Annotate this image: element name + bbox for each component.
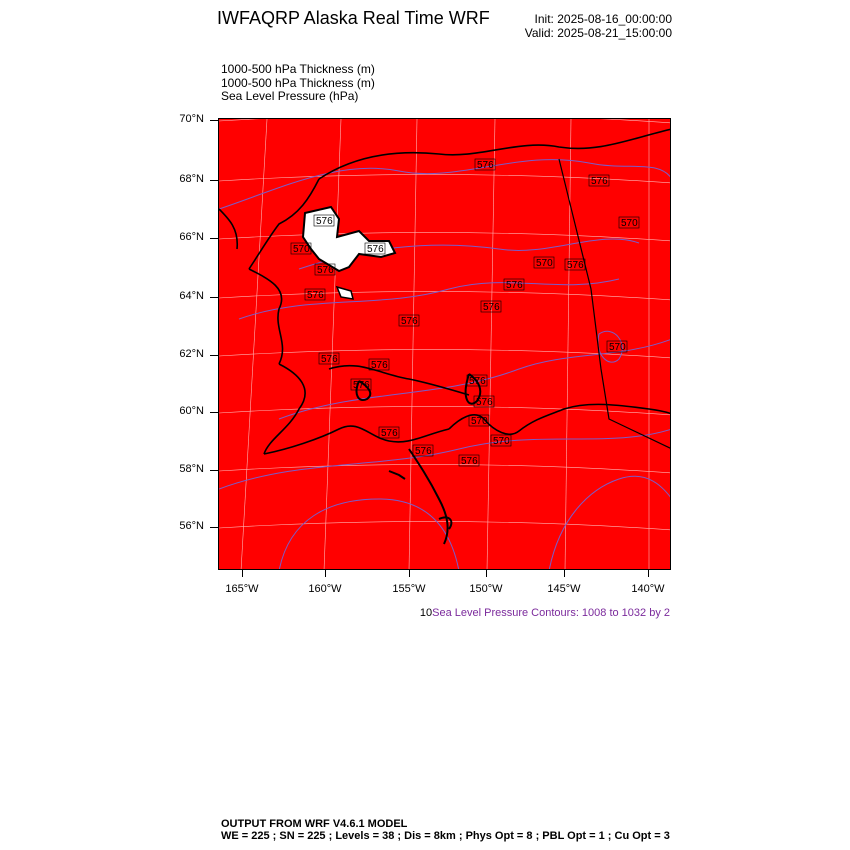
run-times: [525, 12, 672, 40]
svg-text:576: 576: [506, 280, 523, 291]
contour-label: [491, 435, 511, 447]
lon-label-155: 155°W: [392, 583, 426, 595]
lon-label-150: 150°W: [469, 583, 503, 595]
svg-text:576: 576: [461, 456, 478, 467]
contour-label: [589, 175, 609, 187]
valid-time: Valid: 2025-08-21_15:00:00: [524, 26, 672, 40]
contour-label: [534, 257, 554, 269]
svg-text:576: 576: [483, 302, 500, 313]
contour-label: [305, 289, 325, 301]
contour-label: [619, 217, 639, 229]
contour-label: [319, 353, 339, 365]
svg-text:570: 570: [293, 244, 310, 255]
svg-text:570: 570: [536, 258, 553, 269]
field-list: [221, 63, 375, 104]
svg-text:576: 576: [381, 428, 398, 439]
contour-label: [469, 415, 489, 427]
svg-text:576: 576: [307, 290, 324, 301]
lat-label-66: 66°N: [179, 231, 204, 243]
svg-text:576: 576: [591, 176, 608, 187]
lat-label-58: 58°N: [179, 463, 204, 475]
svg-text:576: 576: [401, 316, 418, 327]
svg-text:570: 570: [621, 218, 638, 229]
field-thickness-2: 1000-500 hPa Thickness (m): [221, 75, 375, 90]
footer-model: OUTPUT FROM WRF V4.6.1 MODEL: [221, 818, 408, 830]
lat-label-56: 56°N: [179, 520, 204, 532]
svg-text:576: 576: [316, 216, 333, 227]
map-title: IWFAQRP Alaska Real Time WRF: [217, 8, 490, 28]
slp-legend: [420, 607, 670, 619]
svg-text:576: 576: [321, 354, 338, 365]
slp-number: 10: [419, 607, 433, 619]
lat-label-62: 62°N: [179, 348, 204, 360]
contour-label: [413, 445, 433, 457]
thickness-labels: [291, 159, 639, 467]
lon-label-165: 165°W: [225, 583, 259, 595]
contour-label: [365, 243, 385, 255]
svg-text:576: 576: [367, 244, 384, 255]
svg-text:570: 570: [471, 416, 488, 427]
contour-label: [315, 264, 335, 276]
slp-contours: [219, 160, 671, 570]
contour-label: [459, 455, 479, 467]
init-time: Init: 2025-08-16_00:00:00: [534, 12, 672, 26]
lat-label-68: 68°N: [179, 173, 204, 185]
field-thickness-1: 1000-500 hPa Thickness (m): [221, 62, 375, 76]
contour-label: [607, 341, 627, 353]
map-canvas: [219, 119, 671, 570]
lon-label-140: 140°W: [631, 583, 665, 595]
contour-label: [379, 427, 399, 439]
lat-label-64: 64°N: [179, 290, 204, 302]
contour-label: [369, 359, 389, 371]
contour-label: [291, 243, 311, 255]
contour-label: [565, 259, 585, 271]
contour-label: [399, 315, 419, 327]
contour-label: [467, 375, 487, 387]
contour-label: [351, 379, 371, 391]
svg-text:576: 576: [567, 260, 584, 271]
svg-text:576: 576: [353, 380, 370, 391]
svg-text:570: 570: [493, 436, 510, 447]
contour-label: [314, 215, 334, 227]
footer-config: WE = 225 ; SN = 225 ; Levels = 38 ; Dis = 8km ; Phys Opt = 8 ; PBL Opt = 1 ; Cu Opt = 3: [221, 830, 670, 842]
lon-label-160: 160°W: [308, 583, 342, 595]
contour-label: [504, 279, 524, 291]
model-footer: [221, 818, 670, 842]
lat-label-70: 70°N: [179, 113, 204, 125]
svg-text:576: 576: [469, 376, 486, 387]
contour-label: [474, 396, 494, 408]
svg-text:576: 576: [476, 397, 493, 408]
svg-text:576: 576: [477, 160, 494, 171]
slp-contour-text: Sea Level Pressure Contours: 1008 to 1032 by 2: [432, 607, 670, 619]
lon-label-145: 145°W: [547, 583, 581, 595]
svg-text:570: 570: [609, 342, 626, 353]
lat-label-60: 60°N: [179, 405, 204, 417]
svg-text:576: 576: [371, 360, 388, 371]
field-slp: Sea Level Pressure (hPa): [221, 89, 359, 103]
map-panel: [218, 118, 671, 570]
svg-text:576: 576: [415, 446, 432, 457]
svg-text:576: 576: [317, 265, 334, 276]
contour-label: [475, 159, 495, 171]
contour-label: [481, 301, 501, 313]
